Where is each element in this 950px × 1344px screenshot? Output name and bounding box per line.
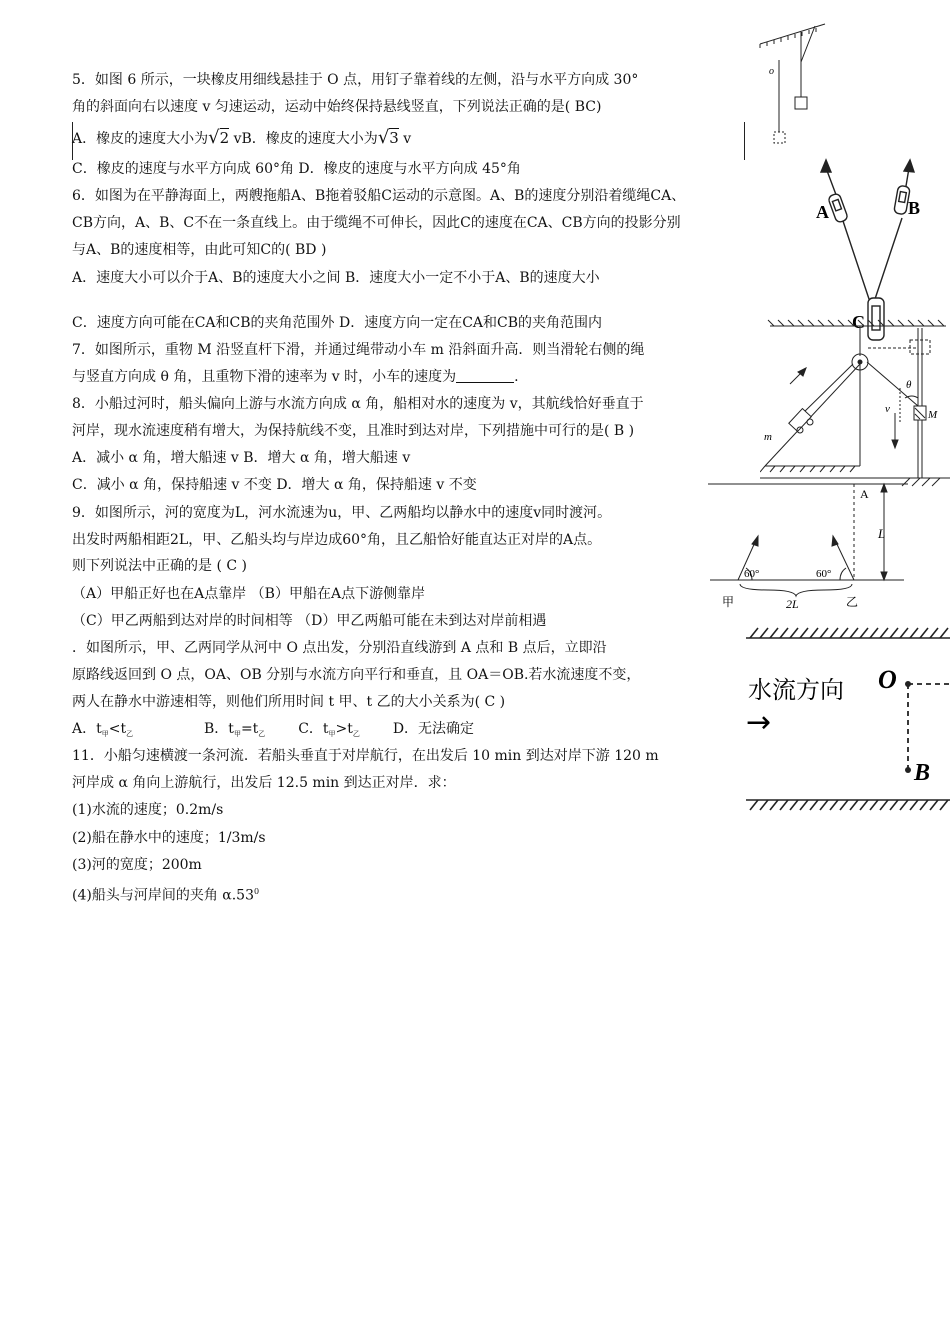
right-rule <box>744 122 745 160</box>
q6-options-ab: A．速度大小可以介于A、B的速度大小之间 B．速度大小一定不小于A、B的速度大小 <box>72 270 600 286</box>
q9-line3: 则下列说法中正确的是 ( C ) <box>72 558 247 574</box>
point-o <box>905 681 911 687</box>
q5-option-b-unit: v <box>403 131 412 147</box>
q11-answer-4: (4)船头与河岸间的夹角 $\alpha.53^0$ <box>72 887 260 904</box>
q7-line2: 与竖直方向成 θ 角，且重物下滑的速率为 v 时，小车的速度为 . <box>72 369 519 385</box>
fig5-label-o: o <box>769 66 774 77</box>
fig6-label-b: B <box>908 198 921 218</box>
figure-7-pulley <box>760 318 950 490</box>
fig10-flow-label: 水流方向 <box>748 676 844 704</box>
q11-answer-3: (3)河的宽度；200m <box>72 857 202 873</box>
q5-option-b-text: vB．橡皮的速度大小为 <box>233 131 378 147</box>
figure-10-water-flow <box>740 622 950 818</box>
q8-line2: 河岸，现水流速度稍有增大，为保持航线不变，且准时到达对岸，下列措施中可行的是( B ) <box>72 423 635 439</box>
q10-line3: 两人在静水中游速相等，则他们所用时间 t 甲、t 乙的大小关系为( C ) <box>72 694 506 710</box>
fig7-label-theta: θ <box>906 379 912 391</box>
figure-5-eraser <box>755 22 835 150</box>
q10-option-d: D．无法确定 <box>392 721 475 737</box>
q6-line2: CB方向，A、B、C不在一条直线上。由于缆绳不可伸长，因此C的速度在CA、CB方向的投影分别 <box>72 215 681 231</box>
q10-line2: 原路线返回到 O 点，OA、OB 分别与水流方向平行和垂直，且 OA＝OB.若水流速度不变， <box>72 667 641 683</box>
flow-arrow-icon: → <box>746 705 772 740</box>
q10-option-a: A．$t_甲<t_乙$ <box>72 721 134 738</box>
fig7-label-m: m <box>764 431 772 443</box>
q5-line1: 5．如图 6 所示，一块橡皮用细线悬挂于 O 点，用钉子靠着线的左侧，沿与水平方向成 30° <box>72 72 639 88</box>
sqrt-3: 3 <box>389 129 399 147</box>
q11-answer-2: (2)船在静水中的速度；1/3m/s <box>72 830 266 846</box>
fig9-label-a: A <box>860 487 869 501</box>
point-b <box>905 767 911 773</box>
fig9-label-jia: 甲 <box>722 595 735 609</box>
fig9-label-2l: 2L <box>786 597 799 611</box>
q5-line2: 角的斜面向右以速度 v 匀速运动，运动中始终保持悬线竖直，下列说法正确的是( BC) <box>72 99 602 115</box>
q6-line3: 与A、B的速度相等，由此可知C的( BD ) <box>72 242 327 258</box>
fig7-label-v: v <box>885 403 890 415</box>
fig9-angle-yi: 60° <box>816 568 832 580</box>
fig10-label-b: B <box>914 760 931 786</box>
q10-option-c: C．$t_甲>t_乙$ <box>298 721 360 738</box>
q9-line1: 9．如图所示，河的宽度为L，河水流速为u，甲、乙两船均以静水中的速度v同时渡河。 <box>72 505 612 521</box>
fig9-angle-jia: 60° <box>744 568 760 580</box>
q10-line1: ．如图所示，甲、乙两同学从河中 O 点出发，分别沿直线游到 A 点和 B 点后，立即沿 <box>72 640 607 656</box>
figure-6-tugboats <box>808 158 928 343</box>
q6-line1: 6．如图为在平静海面上，两艘拖船A、B拖着驳船C运动的示意图。A、B的速度分别沿着缆绳CA、 <box>72 188 686 204</box>
q5-options-cd: C．橡皮的速度与水平方向成 60°角 D．橡皮的速度与水平方向成 45°角 <box>72 161 521 177</box>
answer-blank <box>456 368 514 383</box>
q11-line1: 11．小船匀速横渡一条河流．若船头垂直于对岸航行，在出发后 10 min 到达对岸下游 120 m <box>72 748 659 764</box>
q5-option-a-text: A．橡皮的速度大小为 <box>72 131 209 147</box>
q6-options-cd: C．速度方向可能在CA和CB的夹角范围外 D．速度方向一定在CA和CB的夹角范围内 <box>72 315 603 331</box>
fig6-label-c: C <box>852 312 865 332</box>
q11-line2: 河岸成 α 角向上游航行，出发后 12.5 min 到达正对岸．求： <box>72 775 456 791</box>
q7-line1: 7．如图所示，重物 M 沿竖直杆下滑，并通过绳带动小车 m 沿斜面升高．则当滑轮右侧的绳 <box>72 342 645 358</box>
fig9-label-yi: 乙 <box>846 595 859 609</box>
q11-answer-1: (1)水流的速度；0.2m/s <box>72 802 224 818</box>
q9-line2: 出发时两船相距2L，甲、乙船头均与岸边成60°角，且乙船恰好能直达正对岸的A点。 <box>72 532 602 548</box>
fig10-label-o: O <box>878 665 897 694</box>
q10-options <box>72 719 474 744</box>
q5-options-ab: A．橡皮的速度大小为√2 vB．橡皮的速度大小为√3 v <box>72 127 412 148</box>
fig6-label-a: A <box>816 202 829 222</box>
sqrt-2: 2 <box>219 129 230 147</box>
q9-options-ab: （A）甲船正好也在A点靠岸 （B）甲船在A点下游侧靠岸 <box>72 586 426 602</box>
q10-option-b: B．$t_甲=t_乙$ <box>204 721 266 738</box>
q9-options-cd: （C）甲乙两船到达对岸的时间相等 （D）甲乙两船可能在未到达对岸前相遇 <box>72 613 547 629</box>
fig7-label-big-m: M <box>928 409 938 421</box>
q8-line1: 8．小船过河时，船头偏向上游与水流方向成 α 角，船相对水的速度为 v，其航线恰好垂直于 <box>72 396 644 412</box>
q8-options-cd: C．减小 α 角，保持船速 v 不变 D．增大 α 角，保持船速 v 不变 <box>72 477 477 493</box>
figure-9-river <box>708 478 908 614</box>
q8-options-ab: A．减小 α 角，增大船速 v B．增大 α 角，增大船速 v <box>72 450 411 466</box>
fig9-label-l: L <box>878 526 886 541</box>
